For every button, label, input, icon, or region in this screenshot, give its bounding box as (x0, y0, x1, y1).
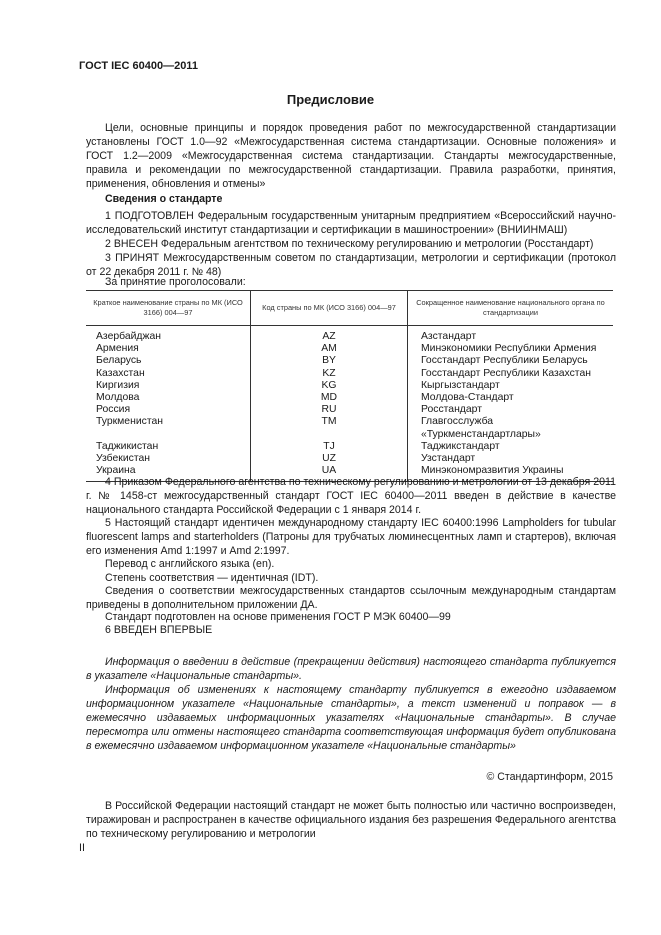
item-4-order: 4 Приказом Федерального агентства по техническому регулированию и метрологии от 13 декабря 2011 г. № 1458-ст межгосударственный стандарт ГОСТ IEC 60400—2011 введен в действие в качестве национального стандарта Российской Федерации с 1 января 2014 г. (86, 476, 616, 516)
standards-body: Кыргызстандарт (421, 379, 500, 391)
country-name: Украина (86, 465, 251, 482)
table-row (86, 355, 613, 367)
standards-body: Минэкономики Республики Армения (421, 343, 597, 355)
country-name: Узбекистан (96, 453, 150, 465)
standards-body: Азстандарт (421, 331, 477, 342)
standards-body: Молдова-Стандарт (421, 392, 514, 404)
country-name: Молдова (96, 392, 140, 404)
table-row (86, 392, 613, 404)
standards-body: Узстандарт (421, 453, 476, 465)
country-code: MD (251, 392, 408, 404)
country-code: TM (251, 416, 408, 440)
prepared-note: Стандарт подготовлен на основе применения ГОСТ Р МЭК 60400—99 (105, 611, 451, 623)
page-number: II (79, 842, 85, 854)
notice-introduction: Информация о введении в действие (прекращении действия) настоящего стандарта публикуется в указателе «Национальные стандарты». (86, 656, 616, 682)
item-2-submitted: 2 ВНЕСЕН Федеральным агентством по техническому регулированию и метрологии (Росстандарт) (105, 238, 594, 250)
copyright: © Стандартинформ, 2015 (486, 771, 613, 783)
standards-body: Госстандарт Республики Беларусь (421, 355, 588, 367)
page-title: Предисловие (286, 92, 375, 107)
voted-label: За принятие проголосовали: (105, 276, 246, 288)
table-row (86, 343, 613, 355)
notice-changes: Информация об изменениях к настоящему стандарту публикуется в ежегодно издаваемом информационном указателе «Национальные стандарты», а текст изменений и поправок — в ежемесячно издаваемых информационных указателях «Национальные стандарты». В случае пересмотра или отмены настоящего стандарта соответствующая информация будет опубликована в ежемесячно издаваемом информационном указателе «Национальные стандарты» (86, 684, 616, 752)
intro-paragraph: Цели, основные принципы и порядок проведения работ по межгосударственной стандартизации установлены ГОСТ 1.0—92 «Межгосударственная система стандартизации. Основные положения» и ГОСТ 1.2—2009 «Межгосударственная система стандартизации. Стандарты межгосударственные, правила и рекомендации по межгосударственной стандартизации. Правила разработки, принятия, применения, обновления и отмены» (86, 122, 616, 190)
country-name: Киргизия (96, 379, 140, 391)
country-code: KZ (251, 368, 408, 380)
country-name: Азербайджан (96, 331, 161, 342)
standards-body: Таджикстандарт (421, 440, 500, 452)
conformity-note: Степень соответствия — идентичная (IDT). (105, 572, 319, 584)
table-header-row (86, 291, 613, 326)
country-code: UA (251, 465, 408, 482)
voting-countries-table (86, 290, 613, 482)
table-row (86, 453, 613, 465)
country-code: BY (251, 355, 408, 367)
references-note: Сведения о соответствии межгосударственных стандартов ссылочным международным стандартам приведены в дополнительном приложении ДА. (86, 585, 616, 611)
header-country-code: Код страны по МК (ИСО 3166) 004—97 (251, 291, 408, 326)
document-code-header: ГОСТ IEC 60400—2011 (79, 60, 198, 72)
table-row (86, 404, 613, 416)
table-row (86, 368, 613, 380)
country-name: Туркменистан (96, 416, 163, 428)
standards-body: Госстандарт Республики Казахстан (421, 367, 591, 379)
country-code: AZ (251, 326, 408, 344)
item-6-introduced: 6 ВВЕДЕН ВПЕРВЫЕ (105, 624, 213, 636)
country-code: AM (251, 343, 408, 355)
country-code: RU (251, 404, 408, 416)
country-code: UZ (251, 453, 408, 465)
header-country-name: Краткое наименование страны по МК (ИСО 3166) 004—97 (86, 291, 251, 326)
table-row (86, 380, 613, 392)
standards-body: Минэкономразвития Украины (408, 465, 614, 482)
country-name: Армения (96, 343, 139, 355)
country-code: KG (251, 380, 408, 392)
item-1-prepared: 1 ПОДГОТОВЛЕН Федеральным государственным унитарным предприятием «Всероссийский научно-исследовательский институт стандартизации и сертификации в машиностроении» (ВНИИНМАШ) (86, 210, 616, 236)
translation-note: Перевод с английского языка (en). (105, 558, 275, 570)
item-3-adopted: 3 ПРИНЯТ Межгосударственным советом по стандартизации, метрологии и сертификации (протокол от 22 декабря 2011 г. № 48) (86, 252, 616, 278)
item-5-identical: 5 Настоящий стандарт идентичен международному стандарту IEC 60400:1996 Lampholders for tubular fluorescent lamps and starterholders (Патроны для трубчатых люминесцентных ламп и стартеров), включая его изменения Amd 1:1997 и Amd 2:1997. (86, 517, 616, 557)
country-name: Беларусь (96, 355, 142, 367)
standards-body: Главгосслужба «Туркменстандартлары» (421, 416, 541, 440)
table-row (86, 326, 613, 344)
info-heading: Сведения о стандарте (105, 193, 223, 205)
standards-body: Росстандарт (421, 404, 482, 416)
header-standards-body: Сокращенное наименование национального органа по стандартизации (408, 291, 614, 326)
legal-notice: В Российской Федерации настоящий стандарт не может быть полностью или частично воспроизведен, тиражирован и распространен в качестве официального издания без разрешения Федерального агентства по техническому регулированию и метрологии (86, 800, 616, 840)
country-code: TJ (251, 441, 408, 453)
country-name: Казахстан (96, 367, 145, 379)
table-row (86, 416, 613, 440)
country-name: Таджикистан (96, 440, 159, 452)
table-row (86, 441, 613, 453)
country-name: Россия (96, 404, 131, 416)
